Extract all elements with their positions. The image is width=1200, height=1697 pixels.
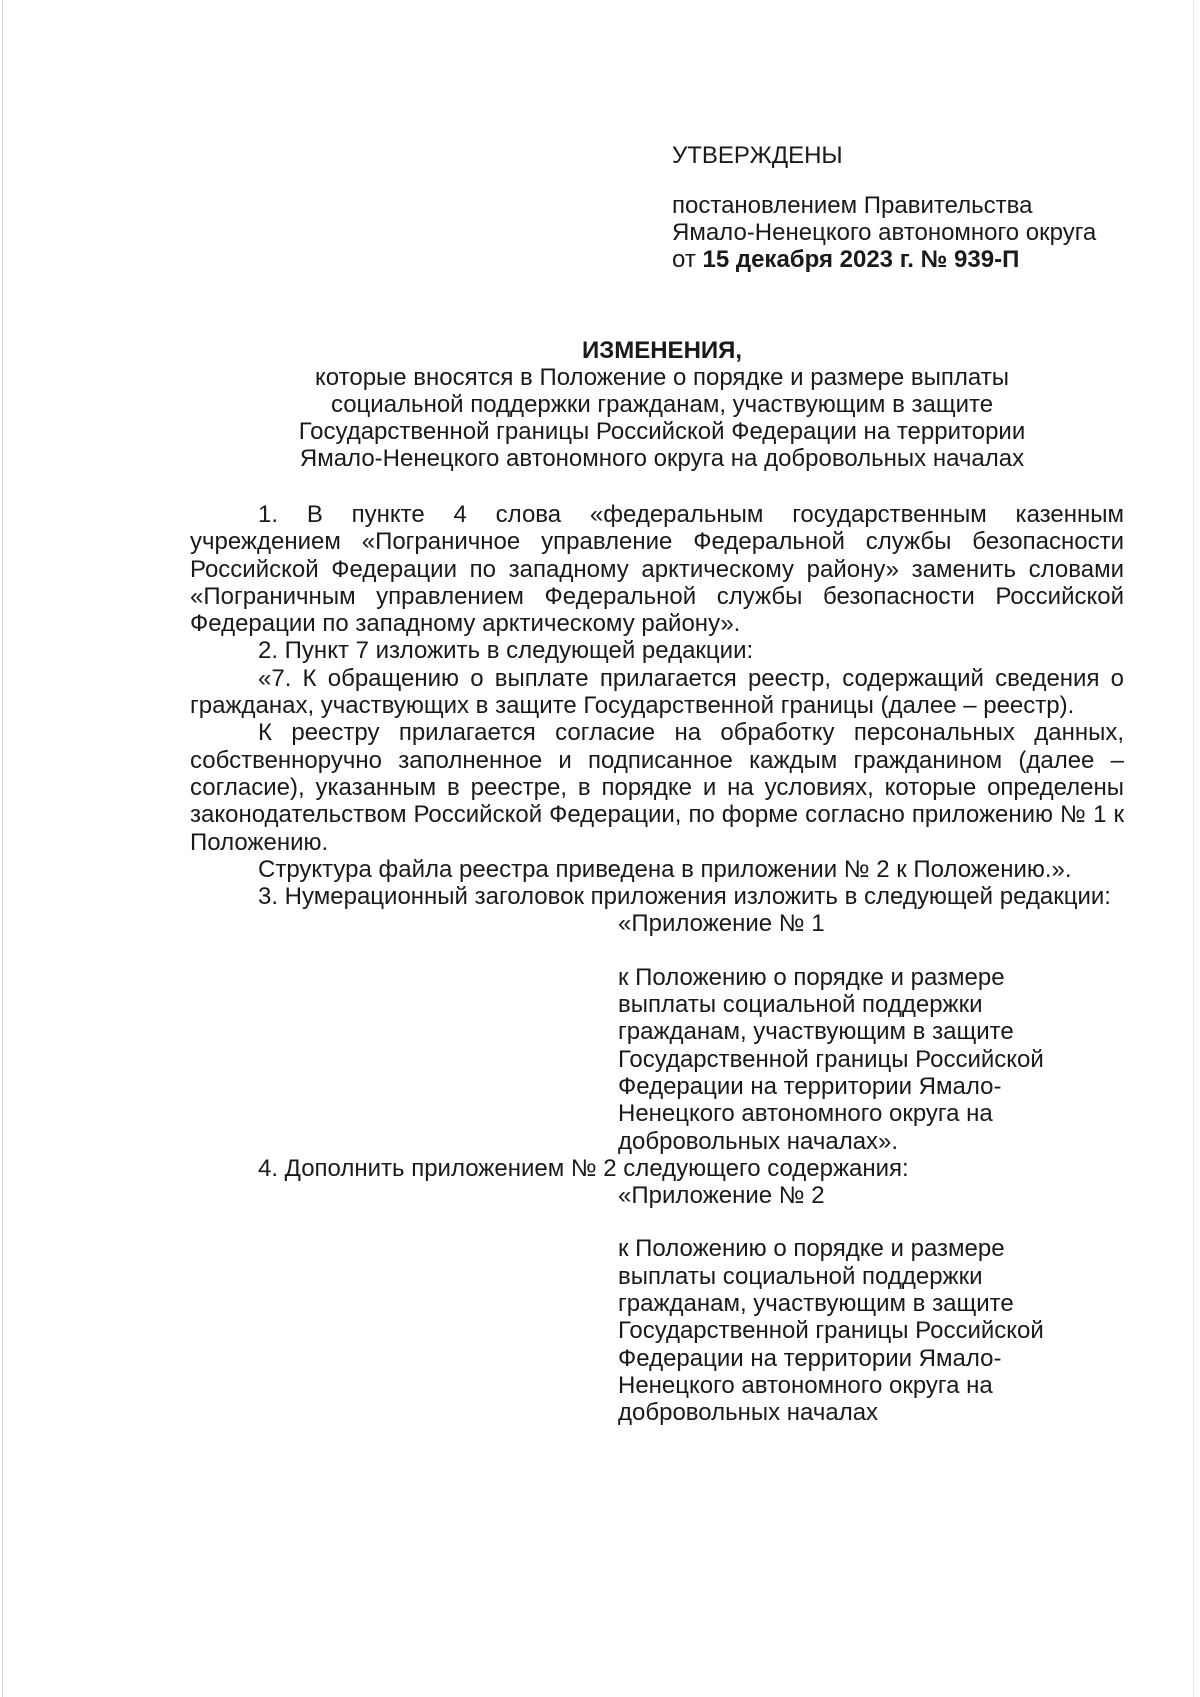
appendix-2-line: добровольных началах <box>618 1399 879 1427</box>
appendix-2-line: Государственной границы Российской <box>618 1317 1044 1345</box>
heading-line: которые вносятся в Положение о порядке и размере выплаты <box>315 364 1009 391</box>
appendix-1-line: Ненецкого автономного округа на <box>618 1100 993 1128</box>
page-right-edge <box>1193 0 1194 1697</box>
appendix-2-title: «Приложение № 2 <box>618 1182 825 1210</box>
paragraph-1: 1. В пункте 4 слова «федеральным государственным казенным учреждением «Пограничное управление Федеральной службы безопасности Российской Федерации по западному арктическому району» заменить словами «Пограничным управлением Федеральной службы безопасности Российской Федерации по западному арктическому району». <box>190 501 1124 638</box>
heading-line: Ямало-Ненецкого автономного округа на добровольных началах <box>299 445 1025 472</box>
appendix-2-line: Ненецкого автономного округа на <box>618 1371 993 1399</box>
approval-date-value: 15 декабря 2023 г. № 939-П <box>702 246 1020 273</box>
paragraph-4: К реестру прилагается согласие на обработку персональных данных, собственноручно заполненное и подписанное каждым гражданином (далее – согласие), указанным в реестре, в порядке и на условиях, которые определены законодательством Российской Федерации, по форме согласно приложению № 1 к Положению. <box>190 719 1124 856</box>
heading-title: ИЗМЕНЕНИЯ, <box>581 337 743 364</box>
paragraph-6: 3. Нумерационный заголовок приложения изложить в следующей редакции: <box>258 883 1111 911</box>
appendix-2-line: гражданам, участвующим в защите <box>618 1290 1014 1318</box>
paragraph-5: Структура файла реестра приведена в приложении № 2 к Положению.». <box>258 855 1072 883</box>
appendix-2-header <box>618 1182 1088 1426</box>
approval-line-1: постановлением Правительства <box>672 192 1033 219</box>
appendix-2-line: Федерации на территории Ямало- <box>618 1344 1002 1372</box>
heading-line: социальной поддержки гражданам, участвующим в защите <box>330 391 994 418</box>
approval-line-2: Ямало-Ненецкого автономного округа <box>672 219 1097 246</box>
paragraph-2: 2. Пункт 7 изложить в следующей редакции: <box>258 637 754 665</box>
approval-date-line <box>672 246 1142 273</box>
appendix-1-line: Федерации на территории Ямало- <box>618 1072 1002 1100</box>
appendix-1-line: гражданам, участвующим в защите <box>618 1018 1014 1046</box>
appendix-2-line: выплаты социальной поддержки <box>618 1262 983 1290</box>
appendix-1-line: выплаты социальной поддержки <box>618 991 983 1019</box>
paragraph-3: «7. К обращению о выплате прилагается реестр, содержащий сведения о гражданах, участвующих в защите Государственной границы (далее – реестр). <box>190 664 1124 720</box>
appendix-1-line: добровольных началах». <box>618 1127 899 1155</box>
appendix-1-line: Государственной границы Российской <box>618 1045 1044 1073</box>
approval-block <box>672 142 1142 273</box>
page-left-edge <box>2 0 3 1697</box>
approval-date-prefix: от <box>672 246 703 273</box>
document-body <box>190 501 1124 1427</box>
paragraph-7: 4. Дополнить приложением № 2 следующего содержания: <box>258 1154 909 1182</box>
heading-line: Государственной границы Российской Федерации на территории <box>298 418 1026 445</box>
appendix-2-line: к Положению о порядке и размере <box>618 1235 1005 1263</box>
appendix-1-title: «Приложение № 1 <box>618 910 825 938</box>
appendix-1-line: к Положению о порядке и размере <box>618 963 1005 991</box>
approval-title: УТВЕРЖДЕНЫ <box>672 142 843 169</box>
document-heading <box>190 337 1134 472</box>
appendix-1-header <box>618 910 1088 1154</box>
